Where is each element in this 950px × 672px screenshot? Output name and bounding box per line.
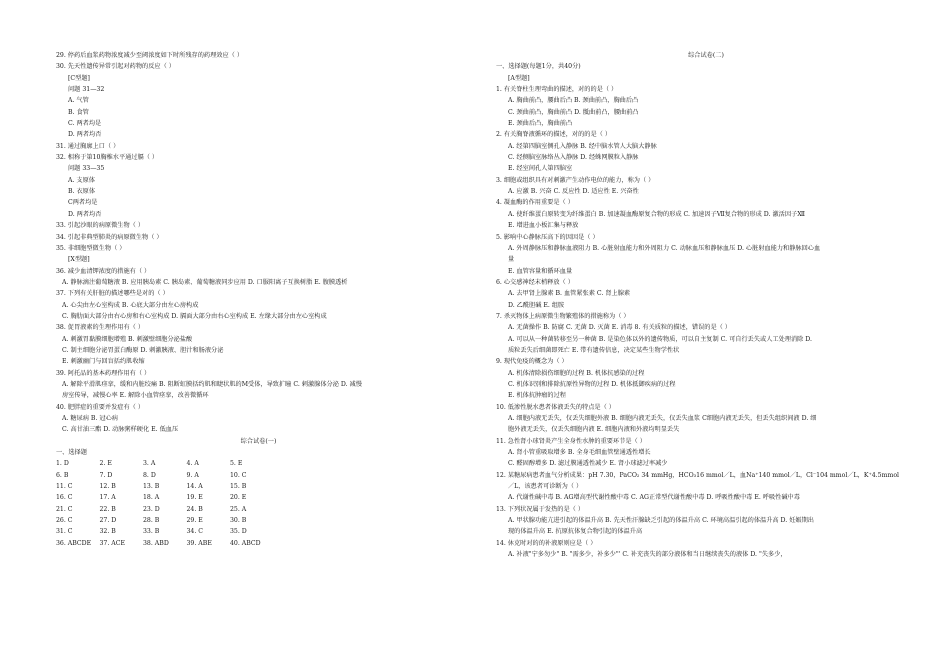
answer-cell: 38. ABD [143, 539, 169, 547]
right-line: 胞外液无丢失，仅丢失细胞内液 E. 细胞内液和外液均明显丢失 [508, 426, 680, 434]
right-line: A. 使纤维蛋白原转变为纤维蛋白 B. 加速凝血酶原复合物的形成 C. 加速因子Ⅶ复合物的形成 D. 激活因子Ⅻ [508, 210, 805, 218]
answer-row [56, 470, 461, 481]
left-line: C两者均是 [68, 199, 98, 207]
answer-cell: 27. D [99, 517, 117, 525]
right-line: 现的体温升高 E. 抗原抗体复合物引起的体温升高 [508, 528, 643, 536]
answer-cell: 3. A [143, 460, 156, 468]
answer-cell: 15. B [230, 483, 247, 491]
answer-row [56, 515, 461, 526]
right-line: 5. 影响中心静脉压高下的因因是（ ） [496, 233, 599, 241]
right-line: A. 应激 B. 兴奋 C. 反应性 D. 适应性 E. 兴奋性 [508, 188, 639, 196]
answer-cell: 5. E [230, 460, 243, 468]
answer-cell: 37. ACE [99, 539, 126, 547]
left-line: 40. 肥胖症的重要并发症有（ ） [56, 403, 145, 411]
answer-cell: 18. A [143, 494, 160, 502]
left-line: D. 两者均否 [68, 210, 102, 218]
right-line: 量 [508, 256, 515, 264]
right-line: A. 胸曲前凸，腰曲后凸 B. 颈曲前凸，胸曲后凸 [508, 97, 639, 105]
right-line: A. 机体清除损伤细胞的过程 B. 机体抗感染的过程 [508, 369, 645, 377]
right-line: E. 血管容量和循环血量 [508, 267, 573, 275]
left-line: [X型题] [68, 256, 90, 264]
right-line: D. 乙酰胆碱 E. 组胺 [508, 301, 565, 309]
answer-cell: 9. A [186, 471, 199, 479]
answer-cell: 34. C [186, 528, 204, 536]
answer-cell: 14. A [186, 483, 203, 491]
answer-cell: 8. D [143, 471, 156, 479]
right-line: 10. 低渗性脱水患者体液丢失的特点是（ ） [496, 403, 615, 411]
answer-cell: 4. A [186, 460, 199, 468]
left-line: C. 高甘油三酯 D. 动脉粥样硬化 E. 低血压 [62, 426, 179, 434]
right-line: E. 机体抗肿瘤的过程 [508, 392, 566, 400]
answer-cell: 26. C [56, 517, 73, 525]
left-line: 36. 减少血清钾浓度的措施有（ ） [56, 267, 151, 275]
left-line: C. 两者均是 [68, 120, 102, 128]
left-line: 29. 停药后血浆药物浓度减少至阈浓度如下时所残存的药理效应（ ） [56, 52, 244, 59]
right-line: 11. 急性肾小球肾炎产生全身性水肿的重要环节是（ ） [496, 437, 646, 445]
left-page-column [56, 50, 461, 549]
right-line: C. 经侧脑室脉络丛入静脉 D. 经蛛网膜粒入静脉 [508, 154, 639, 162]
left-line: A. 支原体 [68, 176, 95, 184]
left-line: 问题 33—35 [68, 165, 105, 173]
left-line: A. 气管 [68, 97, 89, 105]
right-line: A. 代谢性碱中毒 B. AG增高型代谢性酸中毒 C. AG正常型代谢性酸中毒 D. 呼吸性酸中毒 E. 呼吸性碱中毒 [508, 494, 800, 502]
right-line: 13. 下列状况属于发热的是（ ） [496, 505, 585, 513]
right-line: C. 颈曲前凸，胸曲前凸 D. 骶曲前凸，腰曲前凸 [508, 108, 639, 116]
left-line: D. 两者均否 [68, 131, 102, 139]
answer-cell: 36. ABCDE [56, 539, 92, 547]
right-line: ／L，该患者可诊断为（ ） [508, 483, 583, 491]
right-line: A. 补液"宁多勿少" B. "需多少，补多少"' C. 补充丧失的部分液体和当日继续丧失的液体 D. "失多少， [508, 551, 787, 559]
left-line: A. 静脉滴注葡萄糖液 B. 应用胰岛素 C. 胰岛素、葡萄糖液同步应用 D. 口服阳离子互换树脂 E. 腹膜透析 [62, 278, 348, 286]
answer-row [56, 458, 461, 469]
answer-cell: 2. E [99, 460, 112, 468]
answer-cell: 13. B [143, 483, 160, 491]
left-line: A. 刺激胃黏膜细胞增殖 B. 刺激壁细胞分泌盐酸 [62, 335, 193, 343]
left-line: 31. 通过胸廓上口（ ） [56, 142, 120, 150]
right-line: 14. 休克时对的的补液原则应是（ ） [496, 539, 597, 547]
left-line: [C型题] [68, 74, 90, 82]
answer-cell: 7. D [99, 471, 113, 479]
right-line: 3. 细胞或组织具有对刺激产生动作电位的能力，称为（ ） [496, 176, 655, 184]
right-line: 9. 现代免疫的概念为（ ） [496, 358, 568, 366]
right-line: A. 外周静脉压和静脉血液阻力 B. 心脏射血能力和外周阻力 C. 动脉血压和静脉血压 D. 心脏射血能力和静脉回心血 [508, 244, 821, 252]
right-line: A. 肾小管重吸取增多 B. 全身毛细血管壁通透性增长 [508, 449, 651, 457]
answer-cell: 33. B [143, 528, 160, 536]
right-line: A. 经第四脑室侧孔入静脉 B. 经中脑水管人大脑大静脉 [508, 142, 657, 150]
right-line: A. 甲状腺功能亢进引起的体温升高 B. 先天性汗腺缺乏引起的体温升高 C. 环境高温引起的体温升高 D. 妊娠期出 [508, 517, 814, 525]
answer-cell: 22. B [99, 505, 116, 513]
left-line: A. 心尖由左心室构成 B. 心底大部分由左心房构成 [62, 301, 199, 309]
left-line: 38. 促胃液素的生理作用有（ ） [56, 324, 145, 332]
answer-cell: 20. E [230, 494, 247, 502]
right-line: A. 去甲肾上腺素 B. 血管紧张素 C. 肾上腺素 [508, 290, 631, 298]
right-line: E. 经室间孔人第四脑室 [508, 165, 573, 173]
right-line: C. 机体识别和排除抗原性异物的过程 D. 机体抵御疾病的过程 [508, 380, 676, 388]
answer-row [56, 526, 461, 537]
left-line: B. 衣原体 [68, 188, 96, 196]
left-line: 问题 31—32 [68, 86, 105, 94]
answer-row [56, 481, 461, 492]
left-line: B. 食管 [68, 108, 89, 116]
answer-cell: 11. C [56, 483, 73, 491]
answer-cell: 17. A [99, 494, 116, 502]
answer-cell: 6. B [56, 471, 69, 479]
answer-cell: 1. D [56, 460, 69, 468]
left-line: 房室传导，减慢心率 E. 解除小血管痉挛，改善微循环 [62, 392, 209, 400]
right-line: 2. 有关胸脊液循环的描述，对的的是（ ） [496, 131, 612, 139]
answer-cell: 19. E [186, 494, 203, 502]
answer-cell: 30. B [230, 517, 247, 525]
right-line: 4. 凝血酶的作用重要是（ ） [496, 199, 574, 207]
answer-cell: 16. C [56, 494, 73, 502]
left-line: 综合试卷(一) [240, 437, 277, 445]
answer-cell: 39. ABE [186, 539, 212, 547]
answer-cell: 40. ABCD [230, 539, 261, 547]
left-line: 37. 下列有关肝脏的描述哪些是对的（ ） [56, 290, 169, 298]
right-line: 综合试卷(二) [688, 52, 724, 59]
answer-cell: 29. E [186, 517, 203, 525]
answer-cell: 10. C [230, 471, 247, 479]
answer-row [56, 492, 461, 503]
answer-cell: 32. B [99, 528, 116, 536]
right-line: 6. 心交感神经末梢释放（ ） [496, 278, 574, 286]
left-line: 一、选择题 [56, 449, 87, 457]
right-line: A. 无菌操作 B. 防腐 C. 无菌 D. 灭菌 E. 消毒 8. 有关质粒的描述，错误的是（ ） [508, 324, 731, 332]
answer-cell: 23. D [143, 505, 160, 513]
answer-cell: 25. A [230, 505, 247, 513]
left-line: 39. 阿托品的基本药理作用有（ ） [56, 369, 151, 377]
answer-row [56, 538, 461, 549]
answer-cell: 35. D [230, 528, 247, 536]
left-line: A. 解除平滑肌痉挛，缓和内脏绞痛 B. 阻断虹膜括约肌和睫状肌的M受体，导致扩瞳 C. 刺激腺体分泌 D. 减慢 [62, 380, 362, 388]
answer-cell: 24. B [186, 505, 203, 513]
right-line: 7. 杀灭物体上病原微生物繁殖体的措施称为（ ） [496, 312, 630, 320]
left-line: 35. 非细胞型微生物（ ） [56, 244, 126, 252]
right-line: 一、选择题(每题1分，共40分) [496, 63, 581, 71]
right-page-column [496, 50, 916, 560]
left-line: A. 糖尿病 B. 冠心病 [62, 415, 118, 422]
answer-cell: 31. C [56, 528, 73, 536]
right-line: 1. 有关脊柱生理弯曲的描述，对的的是（ ） [496, 86, 618, 94]
answer-row [56, 504, 461, 515]
right-line: A. 细胞内液无丢失，仅丢失细胞外液 B. 细胞内液无丢失，仅丢失血浆 C细胞内液无丢失，但丢失组织间液 D. 细 [508, 415, 817, 422]
left-line: C. 胸肋面大部分由右心房和右心室构成 D. 膈面大部分由右心室构成 E. 左缘大部分由左心室构成 [62, 312, 327, 320]
left-line: 30. 先天性遗传异常引起对药物的反应（ ） [56, 63, 175, 71]
right-line: [A型题] [508, 74, 530, 82]
right-line: 12. 某糖尿病患者血气分析成果：pH 7.30，PaCO₂ 34 mmHg，HCO₃16 mmol／L，血Na⁺140 mmol／L，Cl⁻104 mmol／L，K⁺4.5mmol [496, 471, 900, 479]
right-line: E. 颈曲后凸，胸曲前凸 [508, 120, 573, 128]
right-line: C. 醛固醇增多 D. 滤过膜通透性减少 E. 肾小球滤过率减少 [508, 460, 668, 468]
left-line: 33. 引起沙眼的病原微生物（ ） [56, 222, 145, 230]
answer-key [56, 458, 461, 549]
left-line: 34. 引起非典型肺炎的病原微生物（ ） [56, 233, 163, 241]
answer-cell: 28. B [143, 517, 160, 525]
left-line: E. 刺激幽门与回盲括约肌收缩 [62, 358, 145, 366]
answer-cell: 21. C [56, 505, 73, 513]
left-line: 32. 相称于第10胸椎水平通过膈（ ） [56, 154, 159, 162]
right-line: A. 可以从一种菌转移至另一种菌 B. 是染色体以外的遗传物质，可以自主复制 C. 可自行丢失或人工处理消除 D. [508, 335, 812, 343]
answer-cell: 12. B [99, 483, 116, 491]
right-line: 质粒丢失后细菌即死亡 E. 带有遗传信息，决定某些生物学性状 [508, 346, 680, 354]
left-line: C. 制主细胞分泌胃蛋白酶原 D. 刺激胰液、胆汁和肠液分泌 [62, 346, 224, 354]
right-line: E. 增进血小板汇集与释放 [508, 222, 579, 230]
